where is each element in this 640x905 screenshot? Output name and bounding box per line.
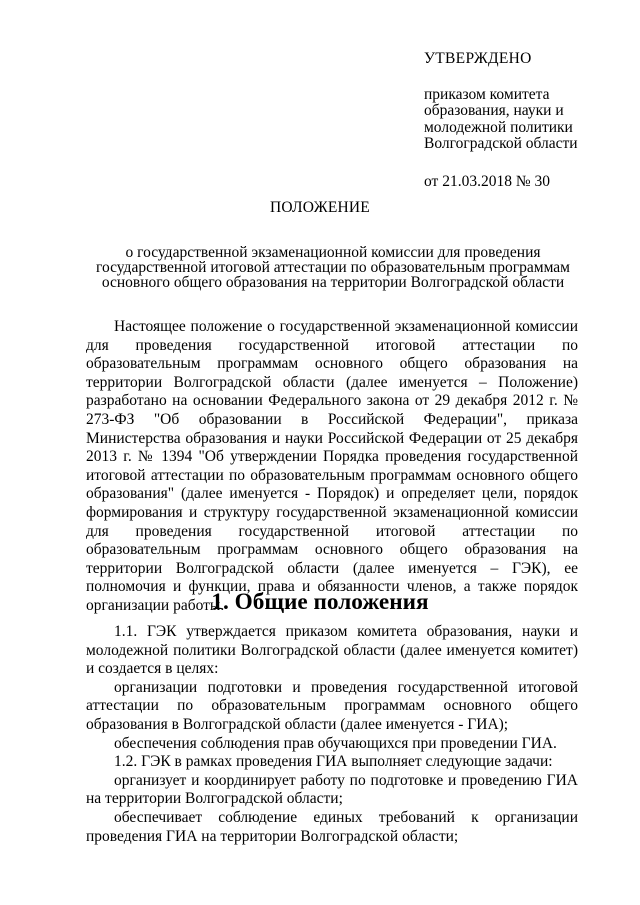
approval-issuer-line: приказом комитета (424, 85, 550, 103)
approval-issuer-line: молодежной политики (424, 118, 573, 136)
document-subtitle (80, 245, 586, 290)
body-paragraph: 1.2. ГЭК в рамках проведения ГИА выполняет следующие задачи: (114, 753, 553, 771)
body-paragraph: обеспечения соблюдения прав обучающихся при проведении ГИА. (114, 734, 557, 752)
body-paragraph: обеспечивает соблюдение единых требований к организации проведения ГИА на территории Волгоградской области; (86, 808, 578, 845)
document-title: ПОЛОЖЕНИЕ (270, 199, 370, 216)
approval-issuer (424, 87, 624, 153)
section-heading: 1. Общие положения (211, 589, 429, 615)
intro-section (86, 318, 578, 616)
subtitle-line: основного общего образования на территории Волгоградской области (101, 274, 565, 291)
body-paragraph: организации подготовки и проведения государственной итоговой аттестации по образовательным программам основного общего образования в Волгоградской области (далее именуется - ГИА); (86, 678, 578, 733)
intro-paragraph: Настоящее положение о государственной экзаменационной комиссии для проведения государственной итоговой аттестации по образовательным программам основного общего образования на территории Волгоградской области (далее именуется – Положение) разработано на основании Федерального закона от 29 декабря 2012 г. № 273-ФЗ "Об образовании в Российской Федерации", приказа Министерства образования и науки Российской Федерации от 25 декабря 2013 г. № 1394 "Об утверждении Порядка проведения государственной итоговой аттестации по образовательным программам основного общего образования" (далее именуется - Порядок) и определяет цели, порядок формирования и структуру государственной экзаменационной комиссии для проведения государственной итоговой аттестации по образовательным программам основного общего образования на территории Волгоградской области (далее именуется – ГЭК), ее полномочия и функции, права и обязанности членов, а также порядок организации работы. (86, 318, 578, 614)
approval-stamp-block (424, 50, 624, 191)
approval-order-date: от 21.03.2018 № 30 (424, 172, 550, 190)
section-1-body (86, 623, 578, 846)
body-paragraph: 1.1. ГЭК утверждается приказом комитета образования, науки и молодежной политики Волгоградской области (далее именуется комитет) и создается в целях: (86, 623, 578, 678)
approval-issuer-line: Волгоградской области (424, 135, 578, 153)
subtitle-line: о государственной экзаменационной комиссии для проведения (125, 244, 541, 261)
approved-label: УТВЕРЖДЕНО (424, 50, 532, 67)
body-paragraph: организует и координирует работу по подготовке и проведению ГИА на территории Волгоградской области; (86, 771, 578, 808)
subtitle-line: государственной итоговой аттестации по образовательным программам (96, 259, 570, 276)
approval-issuer-line: образования, науки и (424, 102, 564, 120)
